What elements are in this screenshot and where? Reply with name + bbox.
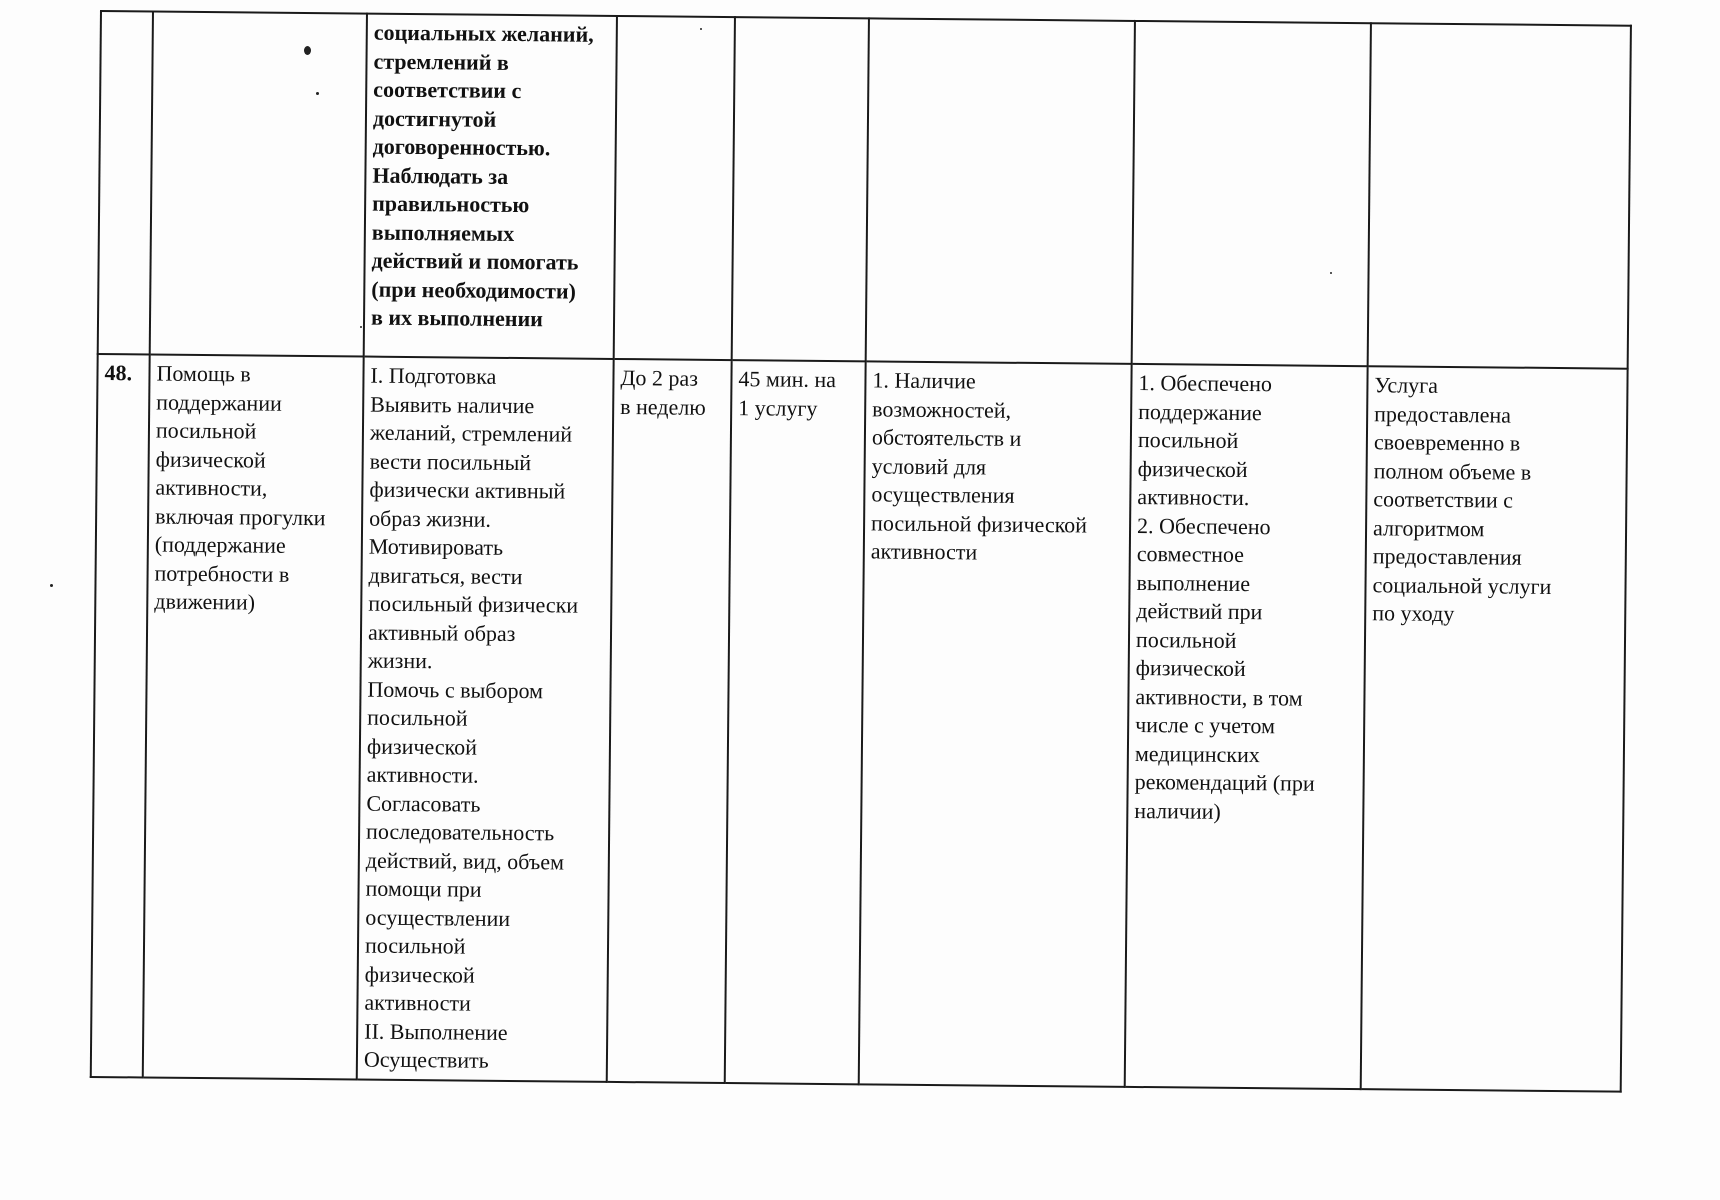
- scan-speck: [50, 584, 53, 587]
- table-row: [98, 11, 1631, 369]
- conditions-cell: [866, 18, 1135, 364]
- number-cell: [98, 11, 153, 354]
- result-cell: [1132, 21, 1371, 366]
- frequency-cell: До 2 раз в неделю: [607, 359, 732, 1083]
- scan-speck: [700, 28, 702, 30]
- quality-cell: Услуга предоставлена своевременно в полном объеме в соответствии с алгоритмом предоставления социальной услуги по уходу: [1361, 366, 1628, 1091]
- service-content-cell: I. Подготовка Выявить наличие желаний, стремлений вести посильный физически активный образ жизни. Мотивировать двигаться, вести посильный физически активный образ жизни. Помочь с выбором посильной физической активности. Согласовать последовательность действий, вид, объем помощи при осуществлении посильной физической активности II. Выполнение Осуществить: [357, 357, 614, 1082]
- quality-cell: [1368, 23, 1631, 368]
- service-content-cell: социальных желаний, стремлений в соответствии с достигнутой договоренностью. Наблюдать за правильностью выполняемых действий и помогать (при необходимости) в их выполнении: [364, 14, 617, 359]
- scan-speck: [316, 92, 319, 95]
- service-name-cell: Помощь в поддержании посильной физической активности, включая прогулки (поддержание потребности в движении): [143, 354, 364, 1079]
- service-name-cell: [150, 12, 367, 357]
- duration-cell: 45 мин. на 1 услугу: [725, 360, 866, 1084]
- duration-cell: [732, 17, 869, 361]
- frequency-cell: [614, 16, 735, 360]
- scan-speck: [360, 326, 362, 328]
- services-table: [90, 10, 1632, 1092]
- scan-speck: [304, 46, 311, 55]
- scan-speck: [1330, 272, 1332, 274]
- conditions-cell: 1. Наличие возможностей, обстоятельств и условий для осуществления посильной физической активности: [859, 361, 1132, 1086]
- table-row: [91, 354, 1628, 1091]
- number-cell: 48.: [91, 354, 150, 1077]
- result-cell: 1. Обеспечено поддержание посильной физической активности. 2. Обеспечено совместное выполнение действий при посильной физической активности, в том числе с учетом медицинских рекомендаций (при наличии): [1125, 364, 1368, 1089]
